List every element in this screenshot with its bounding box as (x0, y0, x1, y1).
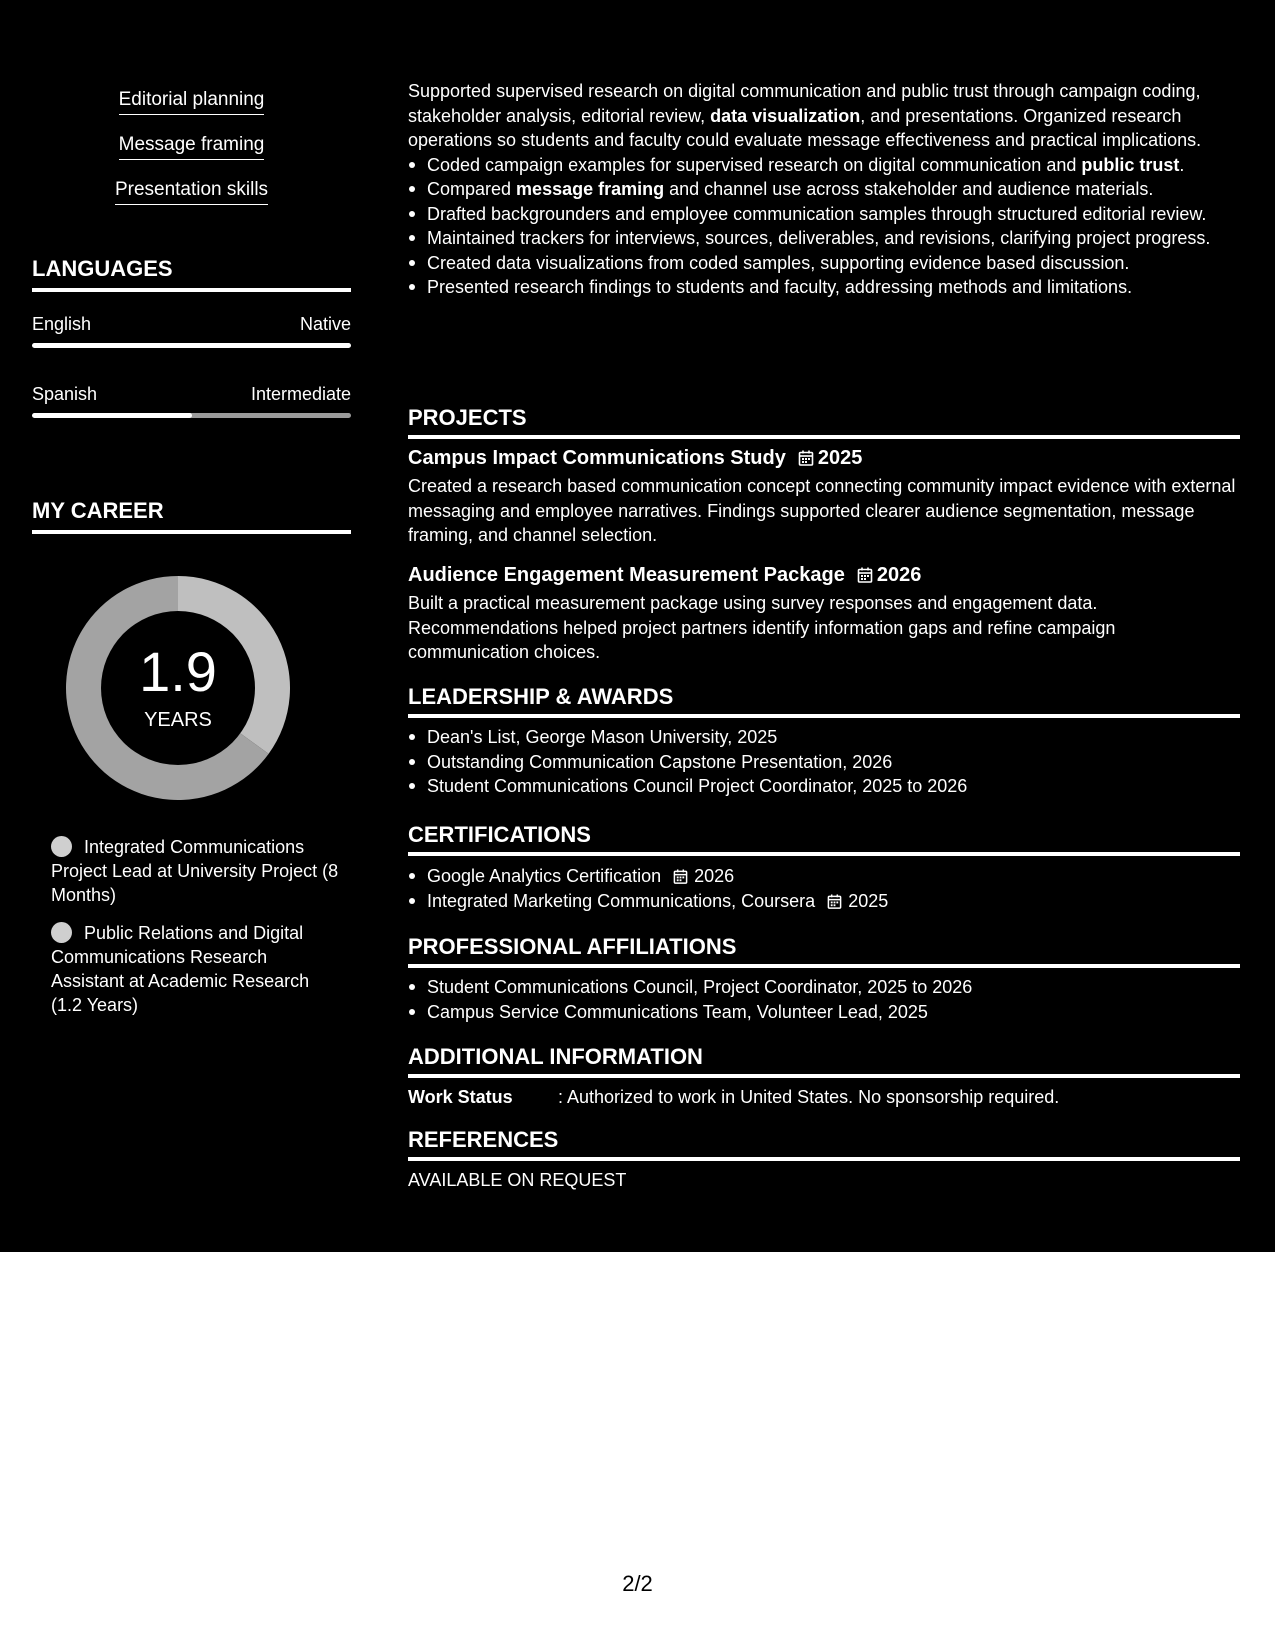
work-status-value: : Authorized to work in United States. No sponsorship required. (558, 1087, 1060, 1107)
language-level: Intermediate (250, 384, 351, 404)
language-row (32, 383, 351, 405)
calendar-icon (857, 567, 873, 583)
project-year: 2025 (817, 447, 863, 469)
list-item: Student Communications Council, Project Coordinator, 2025 to 2026 (408, 975, 1240, 1000)
legend-dot (51, 922, 72, 943)
language-name: English (32, 314, 92, 334)
project-title: Campus Impact Communications Study 2025 (408, 447, 863, 469)
legend-dot (51, 836, 72, 857)
language-bar-fill (32, 413, 192, 418)
list-item: Presented research findings to students and faculty, addressing methods and limitations. (408, 275, 1240, 300)
leadership-heading: LEADERSHIP & AWARDS (408, 684, 1240, 718)
certifications-list (408, 864, 1240, 913)
list-item: Maintained trackers for interviews, sources, deliverables, and revisions, clarifying project progress. (408, 226, 1240, 251)
experience-bullets (408, 153, 1240, 300)
list-item: Google Analytics Certification 2026 (408, 864, 1240, 889)
experience-summary: Supported supervised research on digital communication and public trust through campaign coding, stakeholder analysis, editorial review, data visualization, and presentations. Organized research operations so students and faculty could evaluate message effectiveness and practical implications. (408, 81, 1202, 150)
list-item: Created data visualizations from coded samples, supporting evidence based discussion. (408, 251, 1240, 276)
work-status-label: Work Status (408, 1087, 513, 1107)
project-item (408, 562, 1240, 665)
project-description: Created a research based communication concept connecting community impact evidence with external messaging and employee narratives. Findings supported clearer audience segmentation, message framing, and channel selection. (408, 476, 1236, 545)
skill-item: Message framing (32, 133, 351, 160)
page-number: 2/2 (622, 1571, 653, 1596)
project-description: Built a practical measurement package using survey responses and engagement data. Recommendations helped project partners identify information gaps and refine campaign communication choices. (408, 593, 1116, 662)
language-bar-fill (32, 343, 351, 348)
language-bar (32, 343, 351, 348)
language-level: Native (299, 314, 351, 334)
list-item: Coded campaign examples for supervised research on digital communication and public trust. (408, 153, 1240, 178)
career-heading: MY CAREER (32, 498, 351, 534)
affiliations-list (408, 975, 1240, 1024)
calendar-icon (798, 450, 814, 466)
list-item: Student Communications Council Project Coordinator, 2025 to 2026 (408, 774, 1240, 799)
references-heading: REFERENCES (408, 1127, 1240, 1161)
list-item: Compared message framing and channel use across stakeholder and audience materials. (408, 177, 1240, 202)
project-item (408, 445, 1240, 548)
additional-info-heading: ADDITIONAL INFORMATION (408, 1044, 1240, 1078)
career-legend-item: Public Relations and Digital Communications Research Assistant at Academic Research (1.2 Years) (51, 923, 310, 1015)
project-year: 2026 (876, 564, 922, 586)
projects-heading: PROJECTS (408, 405, 1240, 439)
skill-item: Presentation skills (32, 178, 351, 205)
project-title: Audience Engagement Measurement Package 2026 (408, 564, 922, 586)
certifications-heading: CERTIFICATIONS (408, 822, 1240, 856)
leadership-list (408, 725, 1240, 799)
career-total-value: 1.9 (139, 640, 217, 703)
experience-section (408, 79, 1240, 300)
list-item: Dean's List, George Mason University, 2025 (408, 725, 1240, 750)
skill-item: Editorial planning (32, 88, 351, 115)
calendar-icon (827, 894, 842, 909)
calendar-icon (673, 869, 688, 884)
affiliations-heading: PROFESSIONAL AFFILIATIONS (408, 934, 1240, 968)
list-item: Integrated Marketing Communications, Coursera 2025 (408, 889, 1240, 914)
career-total-unit: YEARS (144, 709, 212, 731)
languages-heading: LANGUAGES (32, 256, 351, 292)
language-bar (32, 413, 351, 418)
list-item: Campus Service Communications Team, Volunteer Lead, 2025 (408, 1000, 1240, 1025)
list-item: Drafted backgrounders and employee communication samples through structured editorial review. (408, 202, 1240, 227)
language-name: Spanish (32, 384, 98, 404)
work-status-row (408, 1085, 1240, 1110)
career-legend-item: Integrated Communications Project Lead at University Project (8 Months) (51, 837, 339, 905)
references-text: AVAILABLE ON REQUEST (408, 1170, 627, 1190)
language-row (32, 313, 351, 335)
list-item: Outstanding Communication Capstone Presentation, 2026 (408, 750, 1240, 775)
